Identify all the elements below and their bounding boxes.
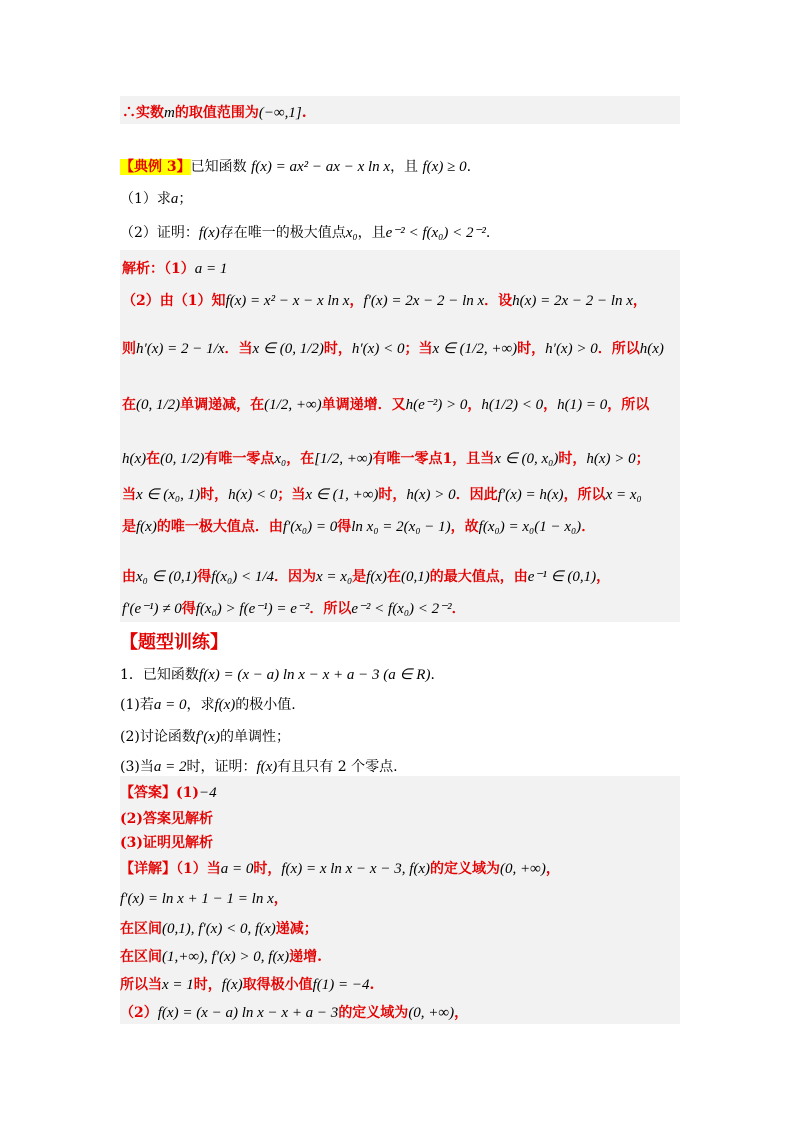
math: e⁻² < f(x₀) < 2⁻² <box>351 601 452 617</box>
text: 在区间 <box>120 921 162 937</box>
answer-line-1 <box>120 782 217 802</box>
detail-line-4 <box>120 946 322 966</box>
math: h(1/2) < 0 <box>481 397 544 413</box>
math: a = 0 <box>220 861 254 877</box>
text: 当 <box>122 487 136 503</box>
text: 的最大值点，由 <box>429 569 528 585</box>
math: (0, +∞) <box>500 861 546 877</box>
text: . <box>301 105 307 121</box>
math: f(1) = −4 <box>312 977 370 993</box>
math: f(x₀) > f(e⁻¹) = e⁻² <box>195 601 310 617</box>
text: ， <box>454 1005 469 1021</box>
text: ， <box>543 397 558 413</box>
math: e⁻² < f(x₀) < 2⁻² <box>385 225 486 241</box>
math: (1,+∞), f′(x) > 0, f(x) <box>162 949 290 965</box>
text: ；当 <box>404 341 433 357</box>
solution-line-7 <box>122 516 595 536</box>
math: h(1) = 0 <box>557 397 608 413</box>
text: 则 <box>122 341 136 357</box>
math: x = 1 <box>162 977 194 993</box>
solution-block <box>120 250 680 622</box>
text: 【答案】(1) <box>120 785 199 801</box>
math: f(x₀) < 1/4 <box>211 569 275 585</box>
math: h′(x) > 0 <box>545 341 598 357</box>
math: x₀ <box>345 225 358 241</box>
text: 的定义域为 <box>430 861 501 877</box>
math: −4 <box>199 785 217 801</box>
text: ， <box>545 861 560 877</box>
example-tag: 【典例 3】 <box>120 159 191 175</box>
answer-line-3: (3)证明见解析 <box>120 835 213 851</box>
text: (3)当 <box>120 759 154 775</box>
solution-line-4 <box>122 394 649 414</box>
problem-part-3 <box>120 756 398 776</box>
math: (0,1), f′(x) < 0, f(x) <box>162 921 276 937</box>
text: 已知函数 <box>190 159 247 175</box>
math: h′(x) < 0 <box>351 341 405 357</box>
text: 有唯一零点 <box>204 451 275 467</box>
math: (1/2, +∞) <box>264 397 322 413</box>
text: 是 <box>122 519 136 535</box>
problem-part-2 <box>120 726 290 746</box>
text: 是 <box>352 569 367 585</box>
text: 时， <box>193 977 222 993</box>
text: ．因为 <box>274 569 317 585</box>
math: e⁻¹ ∈ (0,1) <box>527 569 597 585</box>
text: 递增. <box>289 949 322 965</box>
text: ． <box>451 601 466 617</box>
detail-line-6 <box>120 1002 468 1022</box>
text: (2)讨论函数 <box>120 729 196 745</box>
math: x ∈ (0, x₀) <box>494 451 559 467</box>
text: 单调递减，在 <box>180 397 265 413</box>
text: ．设 <box>484 293 513 309</box>
math: f(x) <box>256 759 278 775</box>
text: 的取值范围为 <box>174 105 259 121</box>
text: 由 <box>122 569 136 585</box>
text: 取得极小值 <box>242 977 313 993</box>
math: h(x) <box>639 341 664 357</box>
text: . <box>466 159 472 175</box>
text: ；当 <box>277 487 306 503</box>
math: f′(x) = 2x − 2 − ln x <box>363 293 485 309</box>
text: ．因此 <box>455 487 498 503</box>
text: （2）由（1）知 <box>122 293 226 309</box>
detail-line-2 <box>120 888 288 908</box>
solution-line-6 <box>122 484 642 504</box>
detail-line-5 <box>120 974 374 994</box>
text: 所以当 <box>120 977 162 993</box>
math: x ∈ (1/2, +∞) <box>432 341 518 357</box>
math: f(x) <box>366 569 387 585</box>
text: 时， <box>323 341 352 357</box>
math: x ∈ (1, +∞) <box>305 487 379 503</box>
text: 递减； <box>275 921 318 937</box>
math: (−∞,1] <box>258 105 302 121</box>
text: 的唯一极大值点．由 <box>156 519 283 535</box>
math: f′(x₀) = 0 <box>282 519 338 535</box>
text: ．所以 <box>597 341 640 357</box>
math: x ∈ (0, 1/2) <box>252 341 324 357</box>
text: ，所以 <box>563 487 606 503</box>
math: f(x) = (x − a) ln x − x + a − 3 <box>157 1005 339 1021</box>
math: f(x) = (x − a) ln x − x + a − 3 (a ∈ R) <box>198 667 431 683</box>
problem-part-1 <box>120 694 296 714</box>
text: 时， <box>200 487 229 503</box>
answer-block <box>120 776 680 1024</box>
math: a = 2 <box>153 759 187 775</box>
text: 时， <box>378 487 407 503</box>
text: 解析：（1） <box>122 261 195 277</box>
math: (0, +∞) <box>408 1005 455 1021</box>
math: ln x₀ = 2(x₀ − 1) <box>351 519 451 535</box>
text: 时， <box>517 341 546 357</box>
text: ， <box>273 891 288 907</box>
text: ．所以 <box>309 601 352 617</box>
text: ∴实数 <box>122 105 164 121</box>
math: x = x₀ <box>605 487 642 503</box>
problem-stem <box>120 664 444 684</box>
math: f(x) <box>221 977 243 993</box>
text: 1．已知函数 <box>120 667 199 683</box>
text: ，且 <box>390 159 419 175</box>
math: a = 0 <box>153 697 187 713</box>
math: (0,1) <box>401 569 430 585</box>
math: f(x) = ax² − ax − x ln x <box>251 159 391 175</box>
math: f(x) <box>136 519 157 535</box>
text: 在区间 <box>120 949 162 965</box>
text: （2）证明： <box>120 225 199 241</box>
math: f(x) ≥ 0 <box>422 159 467 175</box>
text: ．当 <box>224 341 253 357</box>
math: x₀ ∈ (0,1) <box>136 569 198 585</box>
math: h(x) <box>122 451 147 467</box>
math: f′(x) = h(x) <box>497 487 564 503</box>
text: 在 <box>122 397 136 413</box>
math: f(x) = x ln x − x − 3, f(x) <box>281 861 431 877</box>
solution-line-3 <box>122 338 664 358</box>
math: (0, 1/2) <box>136 397 181 413</box>
text: (1)若 <box>120 697 154 713</box>
solution-line-9 <box>122 598 466 618</box>
math: h(x) > 0 <box>406 487 456 503</box>
text: ． <box>581 519 596 535</box>
math: h(x) < 0 <box>228 487 278 503</box>
detail-line-3 <box>120 918 318 938</box>
text: ； <box>635 451 650 467</box>
text: ， <box>349 293 364 309</box>
math: x ∈ (x₀, 1) <box>136 487 201 503</box>
text: 有唯一零点1，且当 <box>372 451 495 467</box>
solution-line-1 <box>122 258 227 278</box>
text: 单调递增．又 <box>321 397 406 413</box>
text: . <box>369 977 375 993</box>
math: f′(x) = ln x + 1 − 1 = ln x <box>120 891 274 907</box>
math: x₀ <box>274 451 287 467</box>
math: f′(x) <box>195 729 220 745</box>
math: m <box>164 105 175 121</box>
text: . <box>485 225 491 241</box>
text: 得 <box>197 569 212 585</box>
math: x = x₀ <box>316 569 353 585</box>
text: 得 <box>337 519 352 535</box>
text: ． <box>430 667 445 683</box>
text: ，求 <box>186 697 215 713</box>
math: f′(e⁻¹) ≠ 0 <box>122 601 182 617</box>
text: 在 <box>387 569 401 585</box>
math: (0, 1/2) <box>160 451 205 467</box>
text: ； <box>178 191 193 207</box>
text: 在 <box>146 451 161 467</box>
math: a = 1 <box>194 261 228 277</box>
conclusion-block <box>120 96 680 124</box>
text: 的极小值. <box>235 697 296 713</box>
text: ， <box>632 293 647 309</box>
question-1 <box>120 188 192 208</box>
solution-line-2 <box>122 290 647 310</box>
text: 【详解】（1）当 <box>120 861 221 877</box>
text: 的单调性； <box>219 729 290 745</box>
text: ，且 <box>357 225 386 241</box>
math: h(x) = 2x − 2 − ln x <box>512 293 633 309</box>
text: （1）求 <box>120 191 171 207</box>
question-2 <box>120 222 490 242</box>
math: h(x) > 0 <box>586 451 636 467</box>
text: ， <box>596 569 611 585</box>
conclusion-line <box>122 102 307 122</box>
text: 得 <box>181 601 196 617</box>
answer-line-2: (2)答案见解析 <box>120 811 213 827</box>
math: h′(x) = 2 − 1/x <box>136 341 225 357</box>
text: 有且只有 2 个零点. <box>277 759 398 775</box>
math: f(x) <box>198 225 220 241</box>
text: 时， <box>558 451 587 467</box>
text: 时，证明： <box>186 759 257 775</box>
math: a <box>170 191 179 207</box>
text: ，在 <box>286 451 315 467</box>
math: f(x₀) = x₀(1 − x₀) <box>478 519 582 535</box>
math: [1/2, +∞) <box>314 451 373 467</box>
math: h(e⁻²) > 0 <box>405 397 468 413</box>
section-title: 【题型训练】 <box>120 632 228 653</box>
text: ，所以 <box>607 397 650 413</box>
solution-line-8 <box>122 566 610 586</box>
text: 存在唯一的极大值点 <box>219 225 346 241</box>
solution-line-5 <box>122 448 650 468</box>
detail-line-1 <box>120 858 560 878</box>
math: f(x) = x² − x − x ln x <box>225 293 350 309</box>
math: f(x) <box>214 697 236 713</box>
text: 时， <box>253 861 282 877</box>
text: 的定义域为 <box>338 1005 409 1021</box>
text: （2） <box>120 1005 158 1021</box>
example-stem <box>120 156 471 176</box>
text: ， <box>467 397 482 413</box>
text: ，故 <box>450 519 479 535</box>
